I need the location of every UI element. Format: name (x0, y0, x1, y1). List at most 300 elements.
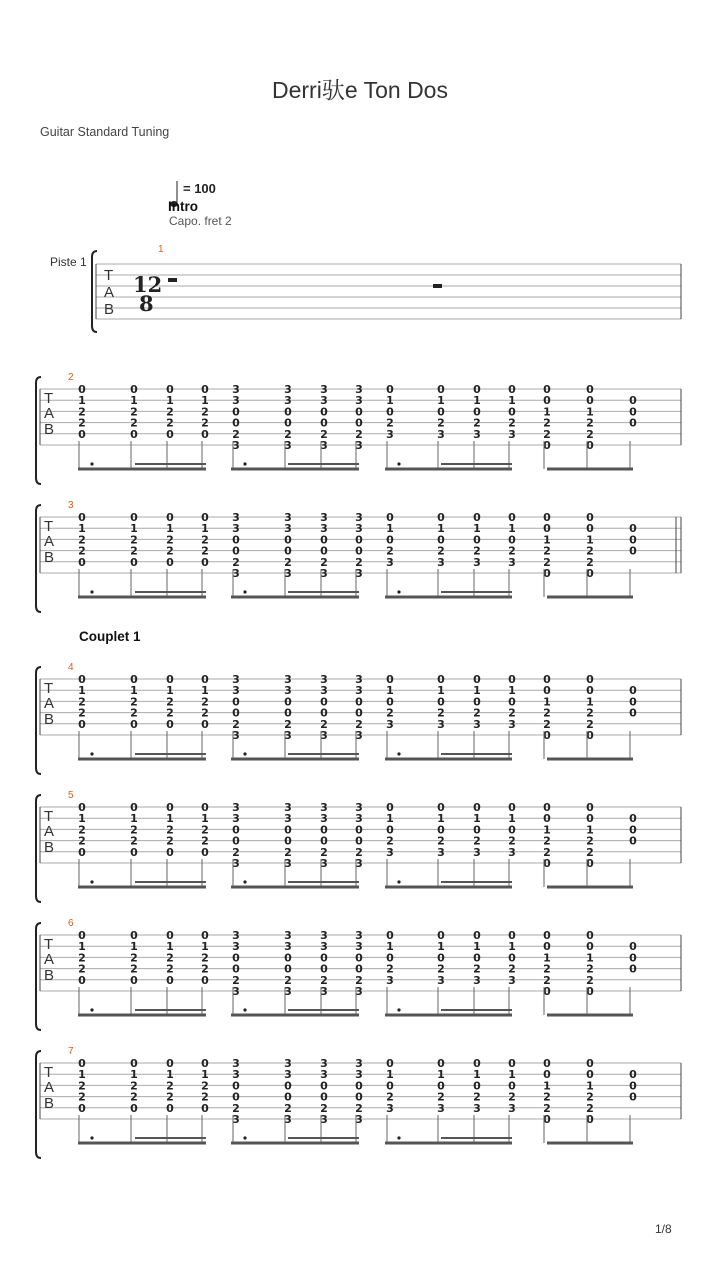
fret-number: 0 (284, 533, 292, 547)
fret-number: 2 (586, 416, 594, 430)
fret-number: 1 (586, 695, 594, 709)
fret-number: 2 (78, 416, 86, 430)
fret-number: 0 (201, 1101, 209, 1115)
fret-number: 0 (473, 405, 481, 419)
fret-number: 1 (543, 823, 551, 837)
fret-number: 0 (386, 801, 394, 814)
fret-number: 3 (386, 973, 394, 987)
fret-number: 0 (386, 673, 394, 686)
fret-number: 0 (232, 823, 240, 837)
fret-number: 0 (166, 973, 174, 987)
fret-number: 1 (543, 1079, 551, 1093)
rhythm-dot (243, 590, 246, 593)
fret-number: 0 (284, 416, 292, 430)
fret-number: 2 (355, 973, 363, 987)
fret-number: 2 (543, 845, 551, 859)
fret-number: 3 (284, 857, 292, 870)
fret-number: 2 (284, 845, 292, 859)
tempo-marking: = 100 (183, 181, 216, 196)
tab-clef-letter: B (44, 839, 55, 856)
fret-number: 0 (629, 684, 637, 698)
rhythm-dot (243, 880, 246, 883)
fret-number: 0 (201, 511, 209, 524)
fret-number: 3 (355, 383, 363, 396)
fret-number: 2 (130, 1090, 138, 1104)
fret-number: 2 (78, 823, 86, 837)
fret-number: 2 (386, 544, 394, 558)
fret-number: 3 (473, 427, 481, 441)
fret-number: 0 (543, 511, 551, 524)
fret-number: 2 (543, 544, 551, 558)
fret-number: 0 (586, 567, 594, 580)
fret-number: 0 (386, 929, 394, 942)
fret-number: 2 (130, 823, 138, 837)
fret-number: 0 (629, 962, 637, 976)
capo-label: Capo. fret 2 (169, 214, 232, 228)
fret-number: 1 (78, 812, 86, 826)
tab-clef-letter: T (44, 518, 54, 535)
fret-number: 0 (543, 567, 551, 580)
fret-number: 2 (386, 834, 394, 848)
fret-number: 0 (78, 1057, 86, 1070)
fret-number: 3 (320, 522, 328, 536)
fret-number: 2 (586, 717, 594, 731)
fret-number: 0 (508, 511, 516, 524)
fret-number: 0 (130, 1101, 138, 1115)
fret-number: 3 (508, 555, 516, 569)
fret-number: 0 (437, 383, 445, 396)
fret-number: 3 (284, 729, 292, 742)
tab-clef-letter: T (44, 1064, 54, 1081)
time-signature-top: 12 (133, 272, 163, 297)
fret-number: 3 (320, 1068, 328, 1082)
fret-number: 2 (320, 1101, 328, 1115)
fret-number: 1 (508, 684, 516, 698)
fret-number: 2 (586, 555, 594, 569)
fret-number: 2 (232, 717, 240, 731)
fret-number: 0 (508, 383, 516, 396)
fret-number: 3 (320, 394, 328, 408)
fret-number: 0 (629, 951, 637, 965)
fret-number: 0 (629, 1090, 637, 1104)
fret-number: 0 (201, 427, 209, 441)
fret-number: 3 (473, 973, 481, 987)
fret-number: 1 (166, 522, 174, 536)
fret-number: 3 (508, 717, 516, 731)
fret-number: 3 (284, 394, 292, 408)
fret-number: 0 (284, 834, 292, 848)
tab-clef-letter: A (44, 695, 55, 712)
fret-number: 2 (586, 962, 594, 976)
fret-number: 1 (508, 522, 516, 536)
rhythm-dot (243, 1008, 246, 1011)
fret-number: 1 (508, 812, 516, 826)
fret-number: 0 (130, 929, 138, 942)
fret-number: 2 (473, 544, 481, 558)
tab-clef-letter: A (44, 533, 55, 550)
fret-number: 1 (543, 533, 551, 547)
fret-number: 0 (166, 801, 174, 814)
fret-number: 2 (284, 1101, 292, 1115)
fret-number: 3 (473, 1101, 481, 1115)
fret-number: 0 (437, 1079, 445, 1093)
fret-number: 0 (320, 823, 328, 837)
fret-number: 0 (130, 1057, 138, 1070)
fret-number: 2 (201, 951, 209, 965)
fret-number: 0 (78, 511, 86, 524)
fret-number: 2 (78, 1079, 86, 1093)
fret-number: 3 (232, 812, 240, 826)
track-name: Piste 1 (50, 255, 87, 269)
fret-number: 0 (629, 533, 637, 547)
fret-number: 2 (78, 834, 86, 848)
fret-number: 0 (232, 533, 240, 547)
fret-number: 0 (201, 555, 209, 569)
rhythm-dot (243, 462, 246, 465)
fret-number: 0 (320, 1090, 328, 1104)
fret-number: 2 (473, 834, 481, 848)
fret-number: 0 (543, 1068, 551, 1082)
fret-number: 2 (130, 416, 138, 430)
fret-number: 0 (201, 845, 209, 859)
tab-clef-letter: T (44, 808, 54, 825)
fret-number: 0 (508, 1079, 516, 1093)
fret-number: 0 (232, 951, 240, 965)
fret-number: 0 (355, 544, 363, 558)
fret-number: 1 (201, 394, 209, 408)
fret-number: 0 (543, 857, 551, 870)
fret-number: 0 (284, 544, 292, 558)
fret-number: 2 (78, 951, 86, 965)
fret-number: 0 (130, 511, 138, 524)
fret-number: 0 (543, 940, 551, 954)
fret-number: 2 (166, 706, 174, 720)
fret-number: 2 (586, 845, 594, 859)
fret-number: 0 (284, 695, 292, 709)
fret-number: 2 (232, 973, 240, 987)
fret-number: 0 (320, 706, 328, 720)
fret-number: 3 (284, 439, 292, 452)
fret-number: 0 (543, 684, 551, 698)
fret-number: 1 (166, 394, 174, 408)
fret-number: 0 (586, 673, 594, 686)
fret-number: 2 (130, 1079, 138, 1093)
fret-number: 2 (130, 405, 138, 419)
rhythm-dot (397, 462, 400, 465)
fret-number: 2 (355, 1101, 363, 1115)
fret-number: 3 (355, 729, 363, 742)
fret-number: 3 (473, 717, 481, 731)
fret-number: 2 (232, 1101, 240, 1115)
fret-number: 1 (386, 1068, 394, 1082)
fret-number: 3 (232, 394, 240, 408)
fret-number: 3 (232, 383, 240, 396)
fret-number: 0 (586, 511, 594, 524)
fret-number: 3 (508, 973, 516, 987)
fret-number: 1 (386, 394, 394, 408)
fret-number: 0 (508, 533, 516, 547)
fret-number: 1 (130, 522, 138, 536)
fret-number: 0 (166, 929, 174, 942)
fret-number: 2 (284, 973, 292, 987)
fret-number: 0 (437, 695, 445, 709)
tab-clef-letter: A (104, 284, 115, 301)
fret-number: 3 (473, 555, 481, 569)
fret-number: 0 (201, 383, 209, 396)
fret-number: 0 (473, 823, 481, 837)
fret-number: 0 (386, 823, 394, 837)
fret-number: 3 (355, 439, 363, 452)
fret-number: 2 (508, 1090, 516, 1104)
fret-number: 1 (543, 951, 551, 965)
fret-number: 0 (320, 951, 328, 965)
fret-number: 2 (355, 845, 363, 859)
fret-number: 1 (437, 940, 445, 954)
fret-number: 0 (232, 1090, 240, 1104)
fret-number: 0 (437, 405, 445, 419)
fret-number: 2 (543, 416, 551, 430)
fret-number: 0 (232, 416, 240, 430)
fret-number: 3 (320, 673, 328, 686)
fret-number: 0 (437, 929, 445, 942)
fret-number: 2 (543, 834, 551, 848)
fret-number: 0 (166, 555, 174, 569)
fret-number: 2 (586, 1101, 594, 1115)
fret-number: 2 (284, 427, 292, 441)
fret-number: 3 (232, 857, 240, 870)
fret-number: 2 (201, 962, 209, 976)
fret-number: 0 (355, 695, 363, 709)
fret-number: 1 (201, 522, 209, 536)
fret-number: 0 (130, 427, 138, 441)
rhythm-dot (397, 880, 400, 883)
fret-number: 2 (78, 405, 86, 419)
fret-number: 3 (284, 1057, 292, 1070)
tab-clef-letter: B (44, 421, 55, 438)
fret-number: 1 (508, 394, 516, 408)
fret-number: 3 (355, 684, 363, 698)
fret-number: 2 (166, 823, 174, 837)
fret-number: 0 (386, 951, 394, 965)
tab-clef-letter: T (44, 390, 54, 407)
rhythm-dot (90, 880, 93, 883)
fret-number: 3 (232, 684, 240, 698)
measure-number: 5 (68, 790, 74, 801)
fret-number: 3 (355, 940, 363, 954)
fret-number: 1 (201, 812, 209, 826)
fret-number: 3 (386, 427, 394, 441)
fret-number: 2 (78, 544, 86, 558)
measure-number: 1 (158, 244, 164, 255)
fret-number: 1 (166, 684, 174, 698)
fret-number: 2 (508, 962, 516, 976)
fret-number: 0 (232, 1079, 240, 1093)
fret-number: 3 (284, 940, 292, 954)
fret-number: 0 (543, 1057, 551, 1070)
fret-number: 0 (543, 985, 551, 998)
fret-number: 0 (586, 1068, 594, 1082)
fret-number: 2 (232, 427, 240, 441)
fret-number: 2 (586, 834, 594, 848)
fret-number: 0 (355, 1079, 363, 1093)
fret-number: 0 (629, 1068, 637, 1082)
fret-number: 0 (320, 1079, 328, 1093)
song-title: Derri驮e Ton Dos (272, 77, 448, 103)
fret-number: 0 (508, 929, 516, 942)
fret-number: 0 (284, 823, 292, 837)
tab-clef-letter: A (44, 823, 55, 840)
fret-number: 0 (543, 801, 551, 814)
fret-number: 0 (543, 439, 551, 452)
fret-number: 2 (437, 1090, 445, 1104)
fret-number: 0 (473, 533, 481, 547)
fret-number: 0 (320, 834, 328, 848)
fret-number: 0 (355, 416, 363, 430)
time-signature-bottom: 8 (139, 291, 154, 316)
fret-number: 1 (166, 812, 174, 826)
fret-number: 3 (232, 985, 240, 998)
rhythm-dot (397, 1136, 400, 1139)
fret-number: 1 (437, 394, 445, 408)
fret-number: 0 (232, 962, 240, 976)
fret-number: 0 (586, 522, 594, 536)
fret-number: 0 (586, 684, 594, 698)
fret-number: 0 (629, 416, 637, 430)
tab-clef-letter: T (44, 680, 54, 697)
fret-number: 0 (437, 1057, 445, 1070)
fret-number: 3 (284, 985, 292, 998)
fret-number: 0 (130, 383, 138, 396)
rhythm-dot (90, 590, 93, 593)
fret-number: 1 (78, 394, 86, 408)
fret-number: 3 (232, 1057, 240, 1070)
fret-number: 0 (386, 1057, 394, 1070)
fret-number: 0 (543, 729, 551, 742)
fret-number: 0 (508, 951, 516, 965)
fret-number: 3 (355, 1113, 363, 1126)
fret-number: 0 (543, 394, 551, 408)
fret-number: 0 (130, 845, 138, 859)
fret-number: 3 (232, 522, 240, 536)
fret-number: 0 (355, 405, 363, 419)
fret-number: 2 (586, 973, 594, 987)
fret-number: 0 (78, 1101, 86, 1115)
fret-number: 3 (320, 567, 328, 580)
fret-number: 2 (320, 717, 328, 731)
fret-number: 2 (473, 706, 481, 720)
fret-number: 0 (386, 511, 394, 524)
fret-number: 2 (166, 962, 174, 976)
fret-number: 1 (437, 684, 445, 698)
fret-number: 0 (629, 834, 637, 848)
fret-number: 2 (386, 962, 394, 976)
fret-number: 3 (386, 555, 394, 569)
fret-number: 0 (473, 695, 481, 709)
fret-number: 0 (437, 533, 445, 547)
fret-number: 0 (586, 985, 594, 998)
fret-number: 3 (284, 684, 292, 698)
rhythm-dot (243, 1136, 246, 1139)
fret-number: 2 (508, 416, 516, 430)
fret-number: 0 (320, 544, 328, 558)
half-rest (433, 284, 442, 288)
section-intro: Intro (168, 199, 198, 214)
fret-number: 0 (355, 962, 363, 976)
fret-number: 0 (543, 1113, 551, 1126)
fret-number: 3 (284, 812, 292, 826)
fret-number: 2 (201, 405, 209, 419)
fret-number: 2 (232, 555, 240, 569)
fret-number: 1 (386, 940, 394, 954)
fret-number: 2 (437, 416, 445, 430)
rhythm-dot (397, 752, 400, 755)
fret-number: 0 (586, 812, 594, 826)
rhythm-dot (397, 1008, 400, 1011)
fret-number: 3 (386, 717, 394, 731)
fret-number: 3 (355, 1057, 363, 1070)
fret-number: 2 (355, 717, 363, 731)
fret-number: 3 (232, 439, 240, 452)
fret-number: 1 (586, 823, 594, 837)
fret-number: 0 (284, 1090, 292, 1104)
fret-number: 3 (355, 522, 363, 536)
fret-number: 3 (284, 383, 292, 396)
fret-number: 3 (284, 673, 292, 686)
fret-number: 0 (586, 394, 594, 408)
fret-number: 0 (78, 673, 86, 686)
fret-number: 3 (386, 845, 394, 859)
fret-number: 2 (473, 962, 481, 976)
fret-number: 2 (166, 1090, 174, 1104)
fret-number: 0 (284, 962, 292, 976)
fret-number: 2 (386, 1090, 394, 1104)
tab-clef-letter: T (104, 267, 114, 284)
fret-number: 2 (130, 695, 138, 709)
fret-number: 0 (586, 383, 594, 396)
fret-number: 0 (284, 405, 292, 419)
fret-number: 2 (586, 427, 594, 441)
fret-number: 1 (586, 1079, 594, 1093)
fret-number: 0 (508, 405, 516, 419)
fret-number: 0 (320, 962, 328, 976)
fret-number: 2 (201, 706, 209, 720)
fret-number: 0 (320, 533, 328, 547)
fret-number: 0 (232, 544, 240, 558)
fret-number: 2 (201, 416, 209, 430)
fret-number: 3 (232, 567, 240, 580)
fret-number: 1 (508, 1068, 516, 1082)
fret-number: 3 (320, 684, 328, 698)
fret-number: 1 (543, 695, 551, 709)
fret-number: 0 (543, 383, 551, 396)
fret-number: 0 (437, 951, 445, 965)
measure-number: 4 (68, 662, 74, 673)
fret-number: 0 (629, 394, 637, 408)
fret-number: 3 (355, 1068, 363, 1082)
fret-number: 0 (166, 1101, 174, 1115)
fret-number: 2 (543, 555, 551, 569)
fret-number: 1 (508, 940, 516, 954)
fret-number: 0 (508, 673, 516, 686)
fret-number: 1 (201, 684, 209, 698)
fret-number: 2 (166, 951, 174, 965)
fret-number: 3 (284, 522, 292, 536)
fret-number: 3 (437, 555, 445, 569)
fret-number: 1 (78, 684, 86, 698)
fret-number: 0 (232, 695, 240, 709)
fret-number: 0 (473, 511, 481, 524)
fret-number: 3 (232, 929, 240, 942)
